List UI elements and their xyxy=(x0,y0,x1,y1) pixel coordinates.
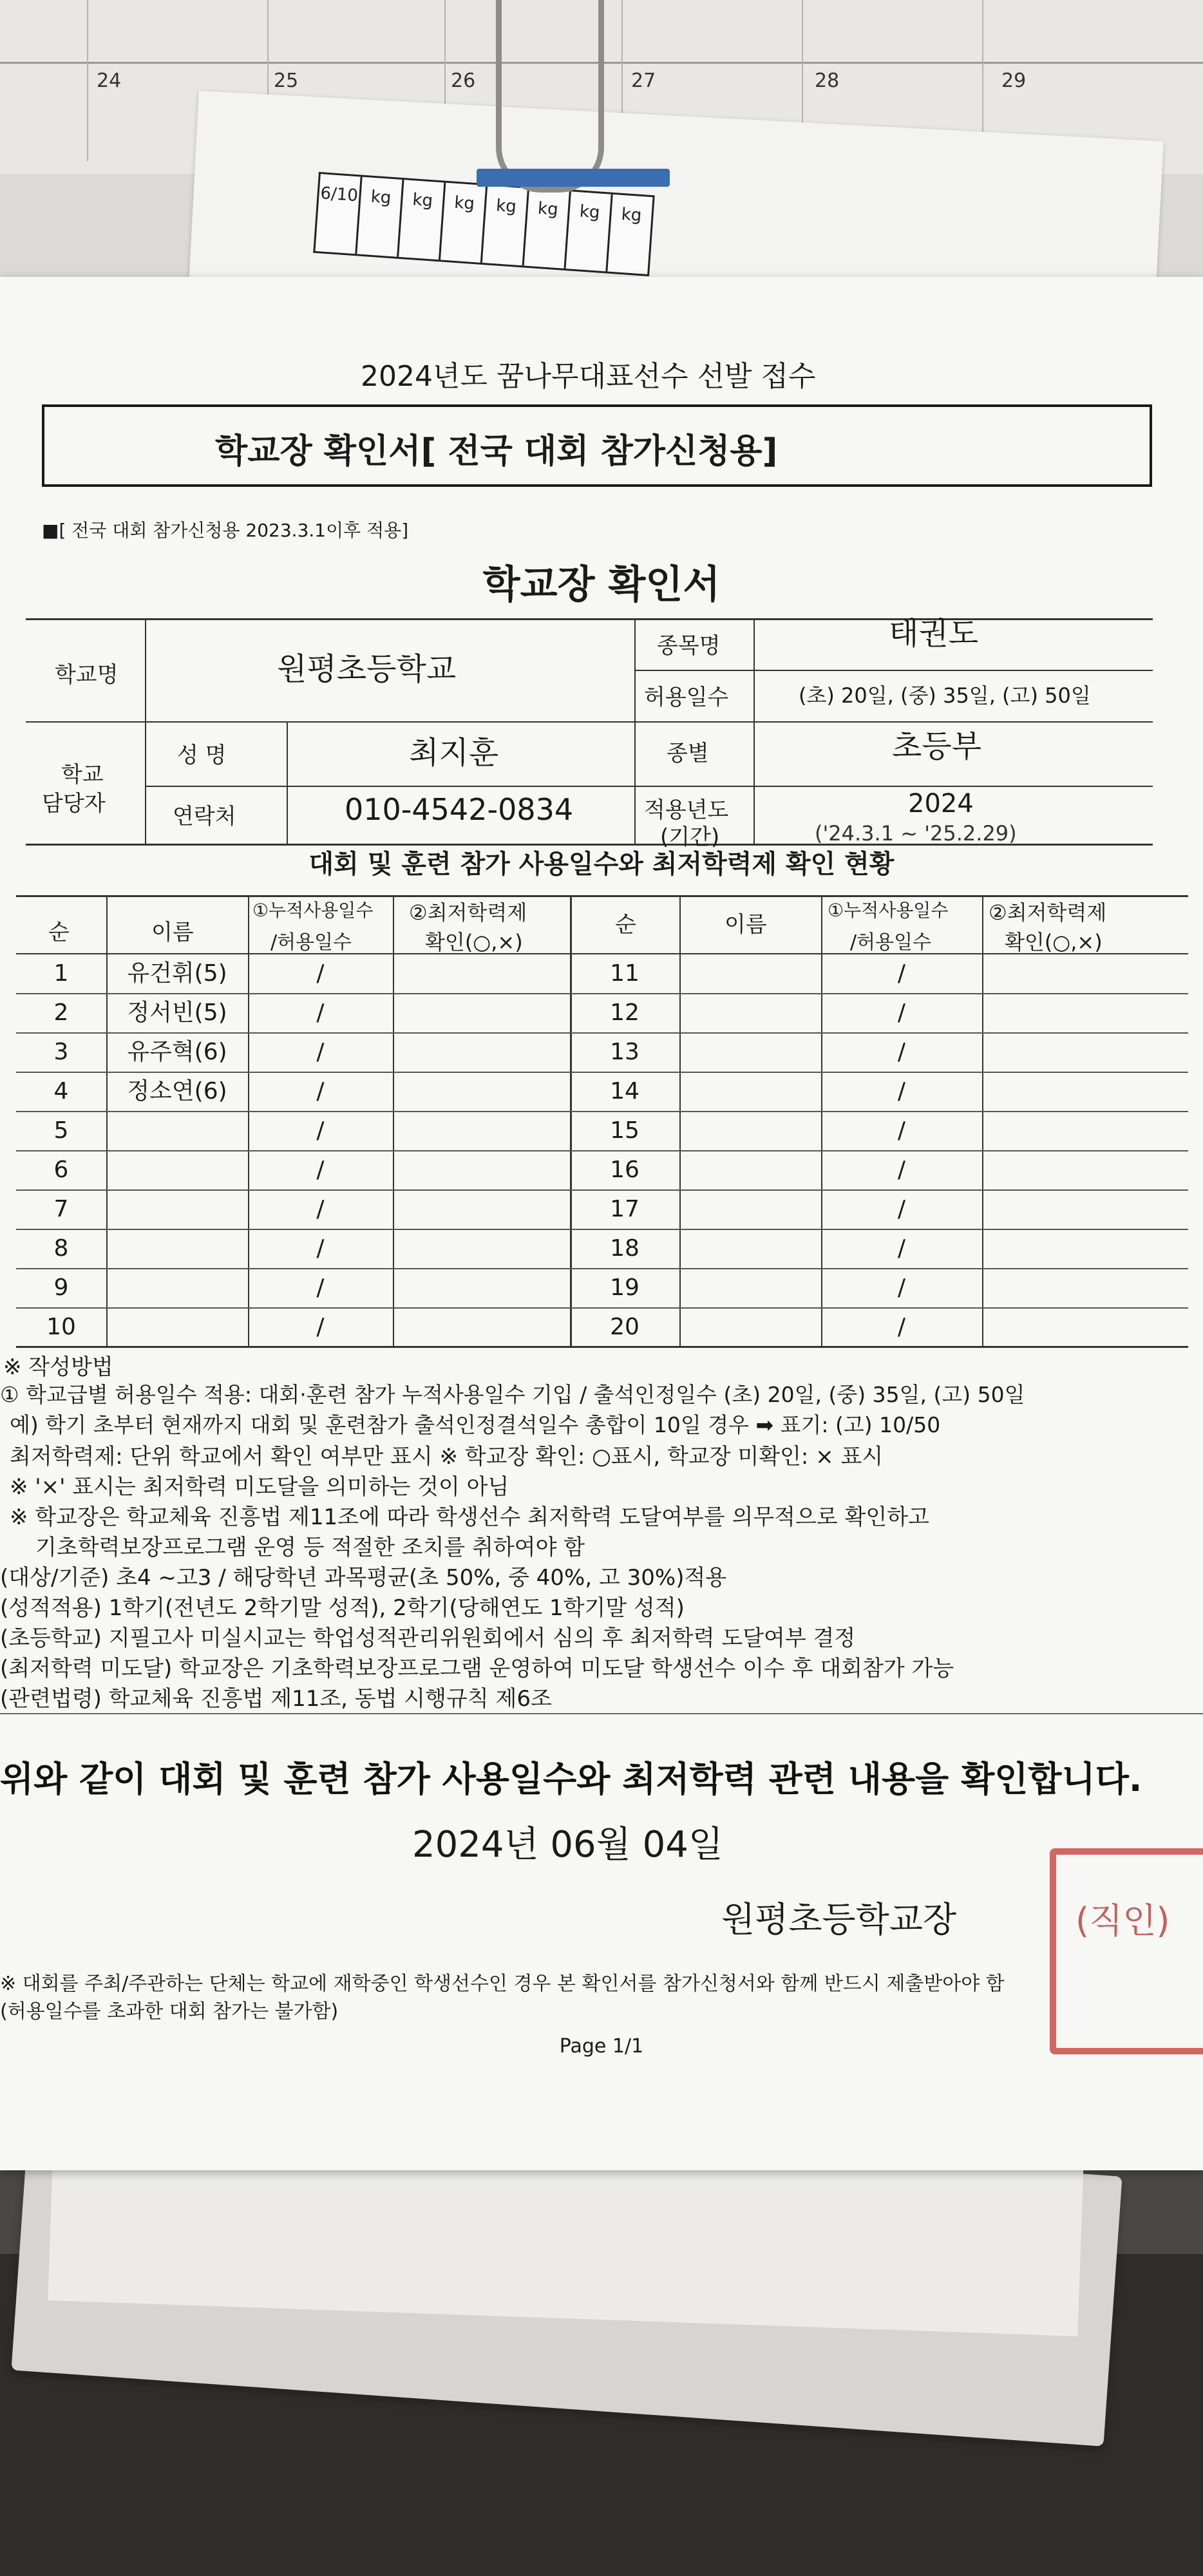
row-no: 8 xyxy=(53,1235,69,1262)
row-days: / xyxy=(897,1117,906,1144)
header-min: ②최저학력제 xyxy=(989,900,1107,925)
row-days: / xyxy=(316,1078,325,1104)
instruction-line: ※ 작성방법 xyxy=(3,1354,113,1380)
row-name xyxy=(106,1190,248,1229)
name-label: 성 명 xyxy=(177,743,227,768)
divider xyxy=(0,1713,1203,1714)
instruction-line: (초등학교) 지필고사 미실시교는 학업성적관리위원회에서 심의 후 최저학력 도달여부 결정 xyxy=(0,1625,856,1651)
header-no: 순 xyxy=(615,912,636,938)
table-row xyxy=(16,1112,1188,1151)
instruction-line: 최저학력제: 단위 학교에서 확인 여부만 표시 ※ 학교장 확인: ○표시, 학교장 미확인: × 표시 xyxy=(10,1444,884,1470)
table-row xyxy=(16,954,1188,994)
row-no: 16 xyxy=(610,1157,639,1183)
sport-label: 종목명 xyxy=(657,633,721,659)
document-header: 2024년도 꿈나무대표선수 선발 접수 xyxy=(361,360,816,393)
row-no: 10 xyxy=(46,1314,76,1340)
calendar-day: 24 xyxy=(97,70,122,92)
row-days: / xyxy=(316,1235,325,1262)
instruction-line: (최저학력 미도달) 학교장은 기초학력보장프로그램 운영하여 미도달 학생선수 이수 후 대회참가 가능 xyxy=(0,1656,954,1681)
calendar-day: 28 xyxy=(815,70,840,92)
seal-text: (직인) xyxy=(1075,1900,1170,1941)
table-row xyxy=(16,1269,1188,1309)
row-days: / xyxy=(897,1078,906,1104)
table-border xyxy=(634,618,636,844)
principal-signature: 원평초등학교장 xyxy=(721,1899,957,1940)
strip-cell: kg xyxy=(440,183,488,263)
row-days: / xyxy=(316,1274,325,1301)
row-no: 15 xyxy=(610,1117,639,1144)
row-no: 4 xyxy=(53,1078,69,1104)
row-no: 5 xyxy=(53,1117,69,1144)
staff-label: 학교 xyxy=(61,762,104,788)
instruction-line: ① 학교급별 허용일수 적용: 대회·훈련 참가 누적사용일수 기입 / 출석인정일수 (초) 20일, (중) 35일, (고) 50일 xyxy=(0,1382,1025,1407)
table-row xyxy=(16,1190,1188,1230)
row-no: 17 xyxy=(610,1196,639,1222)
confirmation-statement: 위와 같이 대회 및 훈련 참가 사용일수와 최저학력 관련 내용을 확인합니다. xyxy=(0,1759,1142,1799)
instruction-line: (성적적용) 1학기(전년도 2학기말 성적), 2학기(당해연도 1학기말 성적) xyxy=(0,1595,685,1621)
header-days: /허용일수 xyxy=(850,931,932,954)
row-name xyxy=(106,1269,248,1307)
row-days: / xyxy=(897,960,906,987)
instruction-line: ※ 학교장은 학교체육 진흥법 제11조에 따라 학생선수 최저학력 도달여부를 의무적으로 확인하고 xyxy=(10,1504,929,1530)
row-no: 1 xyxy=(53,960,69,987)
calendar-day: 29 xyxy=(1001,70,1027,92)
footnote-line: (허용일수를 초과한 대회 참가는 불가함) xyxy=(0,2000,339,2023)
section-title: 대회 및 훈련 참가 사용일수와 최저학력제 확인 현황 xyxy=(308,849,895,879)
title-box xyxy=(42,404,1152,487)
header-days: ①누적사용일수 xyxy=(828,900,949,921)
table-row xyxy=(16,1033,1188,1073)
table-border xyxy=(145,618,146,844)
table-row xyxy=(16,994,1188,1034)
row-days: / xyxy=(897,1196,906,1222)
strip-cell: kg xyxy=(357,177,404,257)
table-border xyxy=(753,618,755,844)
header-days: /허용일수 xyxy=(270,931,352,954)
row-no: 13 xyxy=(610,1039,639,1065)
days-value: (초) 20일, (중) 35일, (고) 50일 xyxy=(799,683,1091,708)
table-border xyxy=(145,786,634,787)
row-days: / xyxy=(897,1235,906,1262)
year-label: (기간) xyxy=(660,824,720,850)
document-page xyxy=(0,277,1203,2170)
row-days: / xyxy=(316,999,325,1026)
year-value: 2024 xyxy=(908,789,974,819)
row-no: 2 xyxy=(53,999,69,1026)
header-min: 확인(○,×) xyxy=(1005,930,1103,954)
table-row xyxy=(16,1151,1188,1191)
row-name xyxy=(106,1112,248,1150)
row-name: 정서빈(5) xyxy=(127,999,227,1026)
binder-clip-icon xyxy=(496,0,604,193)
row-name: 유주혁(6) xyxy=(127,1039,227,1065)
row-days: / xyxy=(316,1039,325,1065)
calendar-day: 25 xyxy=(274,70,299,92)
row-days: / xyxy=(316,1157,325,1183)
application-note: ■[ 전국 대회 참가신청용 2023.3.1이후 적용] xyxy=(42,520,409,541)
row-name xyxy=(106,1229,248,1268)
row-days: / xyxy=(897,1274,906,1301)
strip-cell: kg xyxy=(607,194,654,274)
category-value: 초등부 xyxy=(892,728,982,764)
title-box-text: 학교장 확인서[ 전국 대회 참가신청용] xyxy=(215,432,778,471)
table-border xyxy=(26,721,1153,723)
table-border xyxy=(634,786,1153,787)
row-no: 11 xyxy=(610,960,639,987)
row-no: 9 xyxy=(53,1274,69,1301)
days-label: 허용일수 xyxy=(644,685,729,710)
strip-cell: 6/10 xyxy=(315,174,362,254)
contact-value: 010-4542-0834 xyxy=(345,792,574,827)
table-row xyxy=(16,1308,1188,1347)
sport-value: 태권도 xyxy=(889,616,979,652)
school-name: 원평초등학교 xyxy=(277,651,457,687)
header-min: ②최저학력제 xyxy=(409,900,527,925)
row-days: / xyxy=(897,1314,906,1340)
row-days: / xyxy=(897,999,906,1026)
row-name: 유건휘(5) xyxy=(127,960,227,987)
row-days: / xyxy=(316,1196,325,1222)
strip-cell: kg xyxy=(524,189,571,269)
row-name xyxy=(106,1151,248,1189)
page-number: Page 1/1 xyxy=(559,2035,644,2058)
row-no: 6 xyxy=(53,1157,69,1183)
instruction-line: 기초학력보장프로그램 운영 등 적절한 조치를 취하여야 함 xyxy=(35,1535,585,1560)
binder-clip-base xyxy=(477,169,670,187)
header-name: 이름 xyxy=(151,920,194,945)
confirmation-date: 2024년 06월 04일 xyxy=(412,1824,723,1866)
main-title: 학교장 확인서 xyxy=(482,562,721,607)
staff-name: 최지훈 xyxy=(409,735,499,771)
table-row xyxy=(16,1072,1188,1112)
header-min: 확인(○,×) xyxy=(425,930,523,954)
footnote-line: ※ 대회를 주최/주관하는 단체는 학교에 재학중인 학생선수인 경우 본 확인서를 참가신청서와 함께 반드시 제출받아야 함 xyxy=(0,1973,1005,1995)
contact-label: 연락처 xyxy=(173,804,236,829)
row-name xyxy=(106,1308,248,1347)
strip-cell: kg xyxy=(565,191,612,271)
row-days: / xyxy=(316,1117,325,1144)
row-days: / xyxy=(316,1314,325,1340)
instruction-line: 예) 학기 초부터 현재까지 대회 및 훈련참가 출석인정결석일수 총합이 10일 경우 ➡ 표기: (고) 10/50 xyxy=(10,1412,941,1437)
header-name: 이름 xyxy=(725,912,767,938)
row-no: 3 xyxy=(53,1039,69,1065)
staff-label: 담당자 xyxy=(42,791,106,817)
school-label: 학교명 xyxy=(55,662,118,688)
row-no: 7 xyxy=(53,1196,69,1222)
row-no: 12 xyxy=(610,999,639,1026)
calendar-separator xyxy=(87,0,88,161)
instruction-line: (대상/기준) 초4 ~고3 / 해당학년 과목평균(초 50%, 중 40%, 고 30%)적용 xyxy=(0,1565,727,1591)
strip-cell: kg xyxy=(399,180,446,260)
instruction-line: (관련법령) 학교체육 진흥법 제11조, 동법 시행규칙 제6조 xyxy=(0,1686,552,1712)
period-value: ('24.3.1 ~ '25.2.29) xyxy=(815,821,1017,846)
table-row xyxy=(16,1229,1188,1269)
header-days: ①누적사용일수 xyxy=(252,900,374,921)
official-seal-icon xyxy=(1050,1848,1203,2054)
category-label: 종별 xyxy=(667,741,709,766)
table-border xyxy=(287,721,288,844)
row-name: 정소연(6) xyxy=(127,1078,227,1104)
table-border xyxy=(26,618,1153,620)
row-days: / xyxy=(316,960,325,987)
row-days: / xyxy=(897,1039,906,1065)
header-no: 순 xyxy=(48,920,70,945)
row-no: 19 xyxy=(610,1274,639,1301)
calendar-day: 26 xyxy=(451,70,476,92)
row-days: / xyxy=(897,1157,906,1183)
table-border xyxy=(634,670,1153,671)
row-no: 20 xyxy=(610,1314,639,1340)
strip-cell: kg xyxy=(482,185,529,265)
row-no: 18 xyxy=(610,1235,639,1262)
calendar-day: 27 xyxy=(631,70,656,92)
year-label: 적용년도 xyxy=(644,797,729,823)
row-no: 14 xyxy=(610,1078,639,1104)
instruction-line: ※ '×' 표시는 최저학력 미도달을 의미하는 것이 아님 xyxy=(10,1474,509,1500)
